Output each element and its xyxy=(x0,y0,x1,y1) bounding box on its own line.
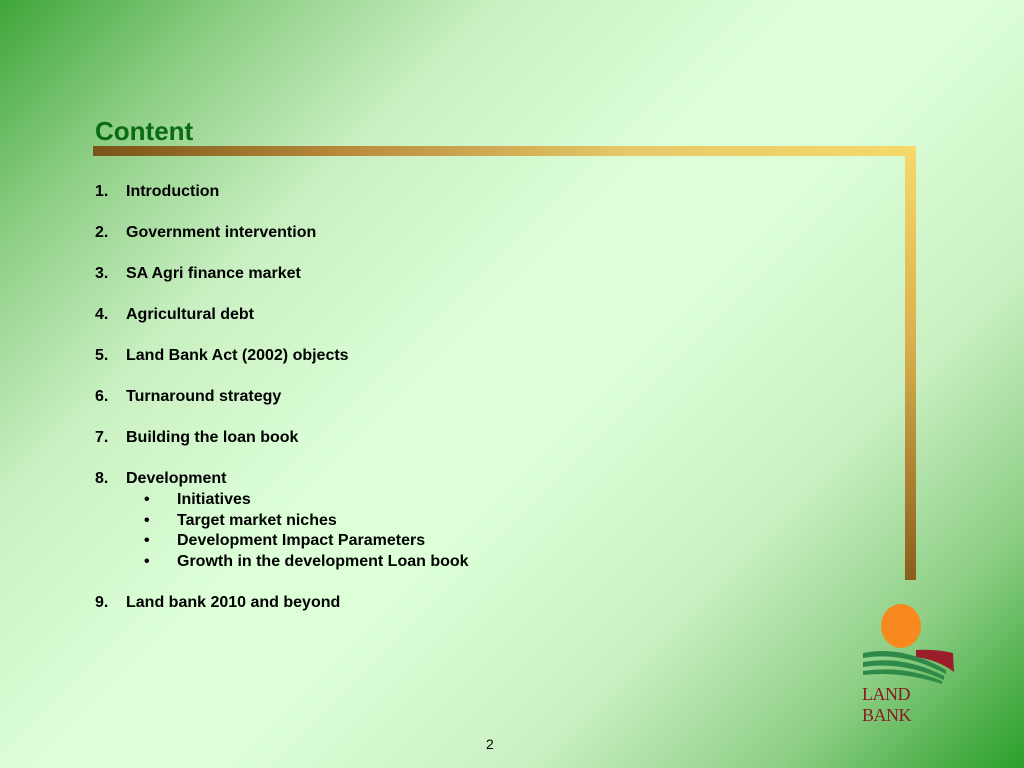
page-number: 2 xyxy=(486,736,494,752)
toc-sublist xyxy=(95,490,469,572)
toc-subitem xyxy=(95,531,469,552)
toc-item-7 xyxy=(95,428,469,448)
toc-number: 9. xyxy=(95,594,109,611)
toc-item-2 xyxy=(95,223,469,243)
toc-item-1 xyxy=(95,182,469,202)
toc-item-6 xyxy=(95,387,469,407)
toc-number: 5. xyxy=(95,347,109,364)
toc-number: 7. xyxy=(95,429,109,446)
title-rule-horizontal xyxy=(93,146,916,156)
toc-item-5 xyxy=(95,346,469,366)
toc-subitem-label: Growth in the development Loan book xyxy=(177,552,469,570)
toc-label: SA Agri finance market xyxy=(126,265,301,282)
table-of-contents xyxy=(95,182,469,634)
toc-label: Development xyxy=(126,470,227,487)
logo-text: LAND BANK xyxy=(862,684,912,725)
slide-title: Content xyxy=(95,116,194,146)
toc-item-3 xyxy=(95,264,469,284)
toc-label: Building the loan book xyxy=(126,429,299,446)
toc-subitem xyxy=(95,552,469,573)
logo-sun xyxy=(881,604,921,648)
toc-subitem xyxy=(95,511,469,532)
toc-subitem-label: Initiatives xyxy=(177,491,251,508)
toc-label: Introduction xyxy=(126,183,220,200)
toc-number: 2. xyxy=(95,224,109,241)
toc-label: Government intervention xyxy=(126,224,317,241)
toc-item-8 xyxy=(95,469,469,572)
toc-number: 4. xyxy=(95,306,109,323)
toc-subitem-label: Development Impact Parameters xyxy=(177,532,426,549)
toc-subitem xyxy=(95,490,469,511)
toc-label: Land Bank Act (2002) objects xyxy=(126,347,349,364)
title-rule-vertical xyxy=(905,146,916,580)
bullet: • xyxy=(144,511,150,529)
bullet: • xyxy=(144,532,150,549)
toc-label: Agricultural debt xyxy=(126,306,255,323)
toc-label: Turnaround strategy xyxy=(126,388,282,405)
toc-label: Land bank 2010 and beyond xyxy=(126,594,341,611)
toc-number: 1. xyxy=(95,183,109,200)
bullet: • xyxy=(144,491,150,508)
toc-item-9 xyxy=(95,593,469,613)
toc-number: 8. xyxy=(95,470,109,487)
toc-number: 3. xyxy=(95,265,109,282)
toc-subitem-label: Target market niches xyxy=(177,511,337,529)
toc-number: 6. xyxy=(95,388,109,405)
toc-item-4 xyxy=(95,305,469,325)
bullet: • xyxy=(144,552,150,570)
